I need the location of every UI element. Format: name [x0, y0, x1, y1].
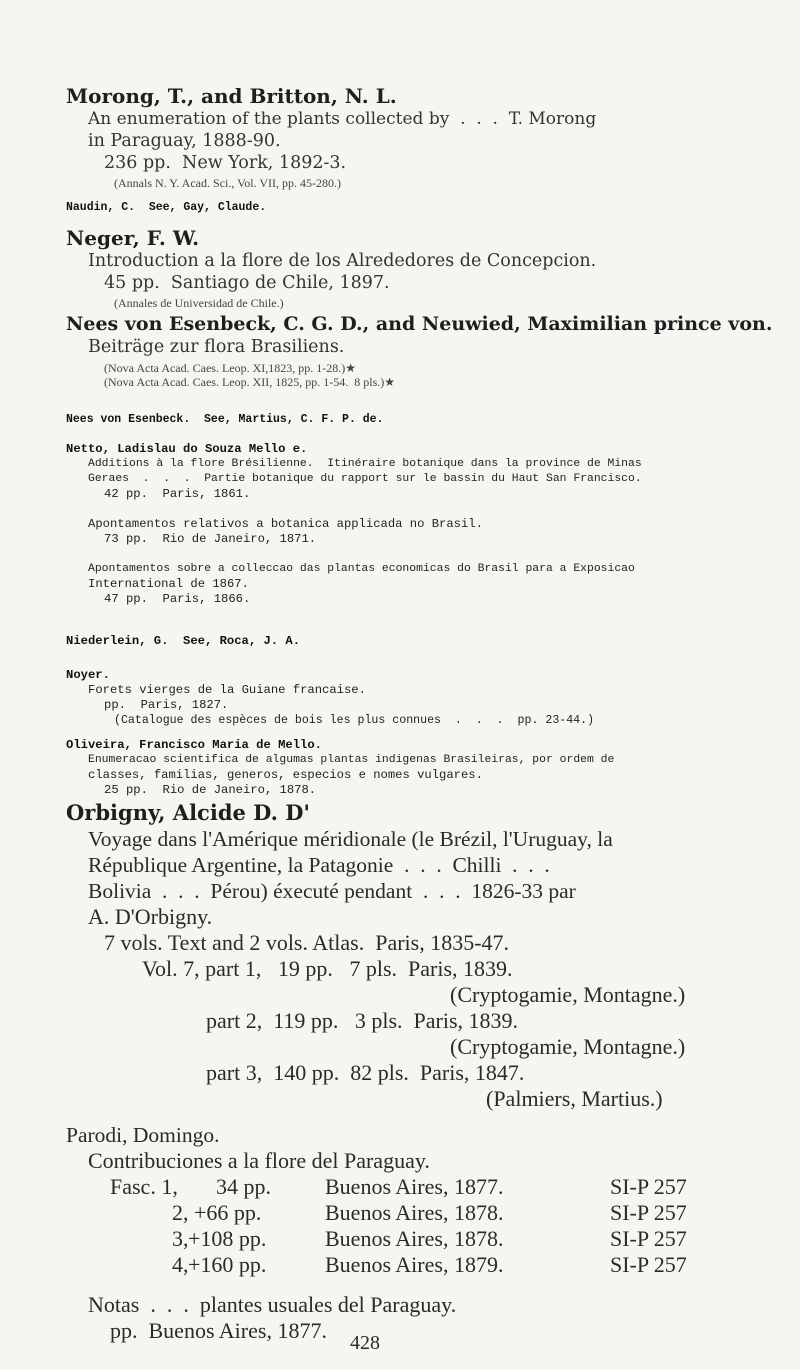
fascicle-imprint: Buenos Aires, 1878.	[325, 1226, 504, 1251]
entry-note: (Cryptogamie, Montagne.)	[450, 1034, 686, 1059]
entry-title-line: République Argentine, la Patagonie . . . Chilli . . .	[88, 853, 550, 877]
fascicle-shelfmark: SI-P 257	[610, 1200, 687, 1225]
entry-oliveira	[66, 738, 780, 798]
entry-heading: Netto, Ladislau do Souza Mello e.	[66, 442, 308, 456]
entry-heading: Oliveira, Francisco Maria de Mello.	[66, 738, 322, 752]
entry-imprint: 73 pp. Rio de Janeiro, 1871.	[104, 532, 317, 546]
fascicle-row	[66, 1200, 780, 1226]
fascicle-imprint: Buenos Aires, 1878.	[325, 1200, 504, 1225]
entry-noyer	[66, 668, 780, 728]
entry-title-line: Voyage dans l'Amérique méridionale (le Brézil, l'Uruguay, la	[88, 827, 613, 851]
entry-heading: Morong, T., and Britton, N. L.	[66, 84, 397, 108]
entry-heading: Orbigny, Alcide D. D'	[66, 800, 310, 825]
fascicle-shelfmark: SI-P 257	[610, 1252, 687, 1277]
entry-heading: Neger, F. W.	[66, 226, 200, 250]
entry-orbigny	[66, 800, 780, 1112]
entry-title-line: International de 1867.	[88, 577, 249, 591]
entry-title-line: Geraes . . . Partie botanique du rapport sur le bassin du Haut San Francisco.	[88, 473, 642, 485]
fascicle-pages: +108 pp.	[188, 1226, 267, 1251]
fascicle-row	[66, 1252, 780, 1278]
entry-imprint: 7 vols. Text and 2 vols. Atlas. Paris, 1835-47.	[104, 930, 510, 955]
entry-niederlein	[66, 634, 780, 649]
entry-title-line: in Paraguay, 1888-90.	[88, 131, 281, 151]
entry-note: (Catalogue des espèces de bois les plus connues . . . pp. 23-44.)	[114, 714, 595, 727]
fascicle-pages: 34 pp.	[216, 1174, 271, 1199]
entry-imprint: 45 pp. Santiago de Chile, 1897.	[104, 273, 390, 293]
page-number-container	[0, 1330, 800, 1356]
fascicle-label: 2,	[172, 1200, 189, 1225]
entry-title-line: Notas . . . plantes usuales del Paraguay.	[88, 1292, 457, 1317]
entry-volume: part 2, 119 pp. 3 pls. Paris, 1839.	[206, 1008, 519, 1033]
fascicle-row	[66, 1226, 780, 1252]
entry-cross-reference: Naudin, C. See, Gay, Claude.	[66, 201, 267, 214]
entry-parodi	[66, 1122, 780, 1344]
entry-imprint: 25 pp. Rio de Janeiro, 1878.	[104, 783, 317, 797]
fascicle-pages: +66 pp.	[194, 1200, 262, 1225]
entry-morong	[66, 84, 780, 190]
entry-cross-reference: Nees von Esenbeck. See, Martius, C. F. P. de.	[66, 413, 384, 426]
entry-heading: Nees von Esenbeck, C. G. D., and Neuwied, Maximilian prince von.	[66, 313, 773, 335]
fascicle-shelfmark: SI-P 257	[610, 1174, 687, 1199]
entry-title-line: classes, familias, generos, especios e nomes vulgares.	[88, 768, 483, 782]
fascicle-label: Fasc. 1,	[110, 1174, 178, 1199]
entry-note: (Palmiers, Martius.)	[486, 1086, 663, 1111]
entry-title-line: Forets vierges de la Guiane francaise.	[88, 683, 366, 697]
entry-note: (Annales de Universidad de Chile.)	[114, 296, 284, 310]
entry-volume: Vol. 7, part 1, 19 pp. 7 pls. Paris, 1839.	[142, 956, 513, 981]
entry-imprint: pp. Buenos Aires, 1877.	[110, 1318, 327, 1343]
entry-title-line: Additions à la flore Brésilienne. Itinéraire botanique dans la province de Minas	[88, 458, 642, 470]
entry-imprint: 47 pp. Paris, 1866.	[104, 592, 251, 606]
fascicle-label: 3,	[172, 1226, 189, 1251]
entry-imprint: pp. Paris, 1827.	[104, 698, 229, 712]
entry-title-line: Apontamentos relativos a botanica applicada no Brasil.	[88, 517, 483, 531]
fascicle-shelfmark: SI-P 257	[610, 1226, 687, 1251]
entry-naudin	[66, 200, 780, 215]
entry-title-line: Contribuciones a la flore del Paraguay.	[88, 1148, 430, 1173]
entry-cross-reference: Niederlein, G. See, Roca, J. A.	[66, 634, 301, 648]
entry-nees	[66, 312, 780, 389]
fascicle-label: 4,	[172, 1252, 189, 1277]
entry-note: (Annals N. Y. Acad. Sci., Vol. VII, pp. 45-280.)	[114, 176, 341, 190]
entry-netto	[66, 442, 780, 607]
fascicle-list	[66, 1174, 780, 1278]
entry-title-line: An enumeration of the plants collected by . . . T. Morong	[88, 109, 597, 129]
entry-title-line: Enumeracao scientifica de algumas plantas indigenas Brasileiras, por ordem de	[88, 754, 615, 766]
entry-note: (Nova Acta Acad. Caes. Leop. XI,1823, pp. 1-28.)★	[104, 361, 357, 375]
entry-title-line: Introduction a la flore de los Alrededores de Concepcion.	[88, 251, 597, 271]
entry-title-line: Beiträge zur flora Brasiliens.	[88, 337, 345, 357]
page-number: 428	[350, 1332, 380, 1354]
entry-heading: Parodi, Domingo.	[66, 1123, 220, 1147]
entry-imprint: 42 pp. Paris, 1861.	[104, 487, 251, 501]
entry-volume: part 3, 140 pp. 82 pls. Paris, 1847.	[206, 1060, 525, 1085]
entry-imprint: 236 pp. New York, 1892-3.	[104, 153, 347, 173]
entry-neger	[66, 226, 780, 310]
entry-nees-see	[66, 412, 780, 427]
fascicle-imprint: Buenos Aires, 1877.	[325, 1174, 504, 1199]
entry-title-line: Apontamentos sobre a colleccao das plantas economicas do Brasil para a Exposicao	[88, 563, 635, 575]
entry-title-line: A. D'Orbigny.	[88, 904, 213, 929]
entry-title-line: Bolivia . . . Pérou) éxecuté pendant . . . 1826-33 par	[88, 879, 576, 903]
fascicle-imprint: Buenos Aires, 1879.	[325, 1252, 504, 1277]
entry-heading: Noyer.	[66, 668, 110, 682]
fascicle-pages: +160 pp.	[188, 1252, 267, 1277]
entry-note: (Cryptogamie, Montagne.)	[450, 982, 686, 1007]
fascicle-row	[66, 1174, 780, 1200]
entry-note: (Nova Acta Acad. Caes. Leop. XII, 1825, pp. 1-54. 8 pls.)★	[104, 375, 396, 389]
